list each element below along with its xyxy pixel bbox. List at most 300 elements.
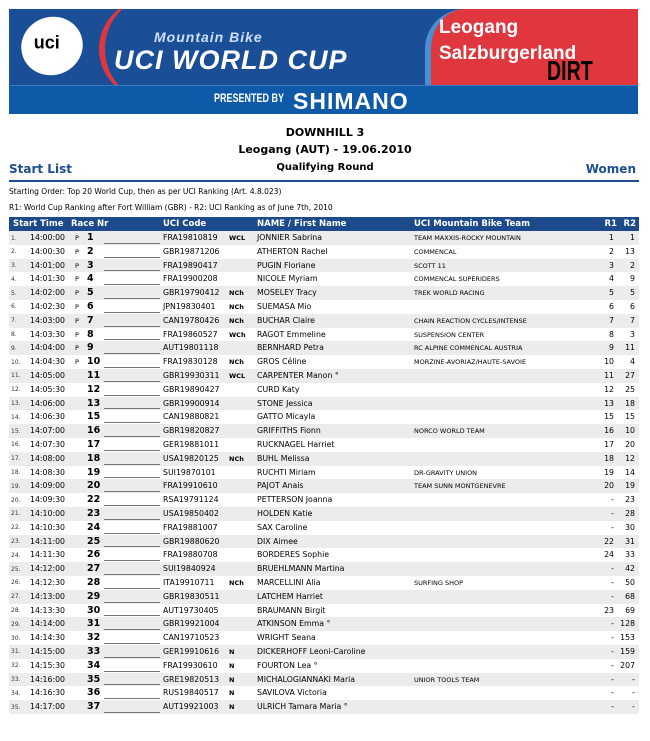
r1-rank: 23	[604, 605, 614, 615]
rider-name: RAGOT Emmeline	[257, 329, 326, 339]
uci-code: SUI19840924	[163, 564, 216, 574]
start-time: 14:14:00	[30, 619, 66, 629]
start-time: 14:09:30	[30, 495, 66, 505]
team-name: RC ALPINE COMMENCAL AUSTRIA	[414, 344, 523, 353]
uci-code: GBR19900914	[163, 398, 220, 408]
uci-code: FRA19830128	[163, 357, 218, 367]
time-entry-line	[104, 395, 160, 396]
table-header	[9, 217, 639, 231]
header-team: UCI Mountain Bike Team	[414, 219, 530, 229]
time-entry-line	[104, 519, 160, 520]
rider-name: BUHL Melissa	[257, 453, 310, 463]
race-number: 37	[87, 701, 101, 713]
uci-code: GBR19820827	[163, 426, 220, 436]
time-entry-line	[104, 588, 160, 589]
time-entry-line	[104, 560, 160, 561]
rider-name: FOURTON Lea °	[257, 660, 318, 670]
rider-name: SUEMASA Mio	[257, 301, 312, 311]
r1-rank: -	[611, 564, 614, 574]
rider-name: GROS Céline	[257, 357, 307, 367]
time-entry-line	[104, 408, 160, 409]
uci-code: GBR19830511	[163, 591, 220, 601]
r1-rank: -	[611, 619, 614, 629]
r2-rank: 159	[620, 646, 635, 656]
r1-rank: 16	[604, 426, 614, 436]
rider-name: JONNIER Sabrina	[257, 233, 322, 242]
r2-rank: 19	[625, 481, 635, 491]
table-row	[9, 300, 639, 314]
race-number: 19	[87, 466, 101, 478]
rider-name: PAJOT Anais	[257, 481, 304, 491]
time-entry-line	[104, 450, 160, 451]
time-entry-line	[104, 312, 160, 313]
rider-name: CARPENTER Manon °	[257, 370, 339, 380]
uci-code: FRA19930610	[163, 660, 218, 670]
row-index: 21.	[11, 510, 21, 518]
rider-name: NICOLE Myriam	[257, 274, 318, 284]
priority-flag: P	[75, 275, 79, 284]
row-index: 6.	[11, 303, 17, 311]
start-time: 14:11:30	[30, 550, 66, 560]
time-entry-line	[104, 284, 160, 285]
r2-rank: -	[632, 702, 635, 712]
rider-name: PETTERSON Joanna	[257, 495, 333, 505]
start-time: 14:12:30	[30, 577, 66, 587]
r2-rank: 207	[620, 660, 635, 670]
header-r1: R1	[604, 219, 617, 229]
time-entry-line	[104, 602, 160, 603]
r2-rank: 20	[625, 439, 635, 449]
rider-name: SAVILOVA Victoria	[257, 688, 327, 698]
table-row	[9, 286, 639, 300]
row-index: 28.	[11, 607, 21, 615]
r2-rank: 14	[625, 467, 635, 477]
title-flag: NCh	[229, 316, 244, 325]
divider	[9, 180, 639, 182]
team-name: COMMENCAL SUPERIDERS	[414, 275, 500, 284]
table-row	[9, 617, 639, 631]
start-time: 14:06:00	[30, 398, 66, 408]
uci-code: GBR19930311	[163, 370, 220, 380]
row-index: 2.	[11, 248, 17, 256]
table-row	[9, 535, 639, 549]
rider-name: MARCELLINI Alia	[257, 577, 321, 587]
row-index: 12.	[11, 386, 21, 394]
priority-flag: P	[75, 302, 79, 311]
r2-rank: 153	[620, 633, 635, 643]
race-number: 23	[87, 507, 101, 519]
time-entry-line	[104, 671, 160, 672]
race-number: 34	[87, 659, 101, 671]
uci-code: FRA19890417	[163, 260, 218, 270]
table-row	[9, 369, 639, 383]
time-entry-line	[104, 257, 160, 258]
race-number: 13	[87, 397, 101, 409]
header-r2: R2	[623, 219, 636, 229]
r2-rank: -	[632, 674, 635, 684]
table-row	[9, 397, 639, 411]
uci-code: FRA19880708	[163, 550, 218, 560]
start-time: 14:12:00	[30, 564, 66, 574]
time-entry-line	[104, 574, 160, 575]
title-flag: N	[229, 647, 235, 656]
uci-code: GER19910616	[163, 646, 220, 656]
race-number: 17	[87, 438, 101, 450]
header-uci-code: UCI Code	[163, 219, 207, 229]
r2-rank: 3	[630, 329, 635, 339]
race-number: 4	[87, 273, 94, 285]
row-index: 16.	[11, 441, 21, 449]
uci-code: ITA19910711	[163, 577, 215, 587]
start-time: 14:01:00	[30, 260, 66, 270]
time-entry-line	[104, 684, 160, 685]
time-entry-line	[104, 353, 160, 354]
start-time: 14:08:30	[30, 467, 66, 477]
start-time: 14:15:30	[30, 660, 66, 670]
race-number: 10	[87, 356, 101, 368]
banner-line2: UCI WORLD CUP	[114, 45, 348, 75]
row-index: 29.	[11, 620, 21, 628]
uci-code: GBR19921004	[163, 619, 220, 629]
race-number: 27	[87, 563, 101, 575]
priority-flag: P	[75, 358, 79, 367]
team-name: COMMENCAL	[414, 247, 457, 256]
race-number: 24	[87, 521, 101, 533]
team-name: DR-GRAVITY UNION	[414, 468, 478, 477]
time-entry-line	[104, 464, 160, 465]
r1-rank: 11	[604, 370, 614, 380]
r2-rank: 68	[625, 591, 635, 601]
uci-code: USA19850402	[163, 508, 219, 518]
table-row	[9, 355, 639, 369]
start-time: 14:00:00	[30, 233, 66, 242]
r2-rank: 23	[625, 495, 635, 505]
table-row	[9, 548, 639, 562]
title-flag: WCL	[229, 371, 246, 380]
dirt-logo: DIRT	[547, 55, 593, 86]
table-row	[9, 576, 639, 590]
time-entry-line	[104, 477, 160, 478]
note-rankings: R1: World Cup Ranking after Fort William (GBR) - R2: UCI Ranking as of June 7th, 2010	[9, 203, 333, 212]
start-time: 14:07:00	[30, 426, 66, 436]
start-time: 14:16:00	[30, 674, 66, 684]
title-flag: N	[229, 703, 235, 712]
r1-rank: 19	[604, 467, 614, 477]
table-row	[9, 314, 639, 328]
title-flag: N	[229, 661, 235, 670]
uci-code: FRA19910610	[163, 481, 218, 491]
row-index: 5.	[11, 289, 17, 297]
start-time: 14:16:30	[30, 688, 66, 698]
uci-code: GER19881011	[163, 439, 220, 449]
title-flag: NCh	[229, 302, 244, 311]
r1-rank: 4	[609, 274, 614, 284]
team-name: SURFING SHOP	[414, 578, 464, 587]
time-entry-line	[104, 436, 160, 437]
title-flag: NCh	[229, 358, 244, 367]
uci-code: AUT19801118	[163, 343, 219, 353]
row-index: 15.	[11, 427, 21, 435]
team-name: SCOTT 11	[414, 261, 446, 270]
rider-name: BRAUMANN Birgit	[257, 605, 326, 615]
r2-rank: 27	[625, 370, 635, 380]
start-time: 14:04:30	[30, 357, 66, 367]
race-number: 35	[87, 673, 101, 685]
row-index: 31.	[11, 648, 21, 656]
rider-name: RUCHTI Miriam	[257, 467, 316, 477]
table-row	[9, 231, 639, 245]
race-number: 20	[87, 480, 101, 492]
rider-name: STONE Jessica	[257, 398, 313, 408]
title-flag: NCh	[229, 578, 244, 587]
start-time: 14:15:00	[30, 646, 66, 656]
priority-flag: P	[75, 289, 79, 298]
row-index: 22.	[11, 524, 21, 532]
rider-name: DIX Aimee	[257, 536, 298, 546]
r2-rank: 15	[625, 412, 635, 422]
start-time: 14:10:30	[30, 522, 66, 532]
start-list-table	[9, 217, 639, 714]
start-time: 14:13:00	[30, 591, 66, 601]
priority-flag: P	[75, 247, 79, 256]
rider-name: DICKERHOFF Leoni-Caroline	[257, 646, 366, 656]
row-index: 9.	[11, 344, 17, 352]
table-row	[9, 466, 639, 480]
r2-rank: 1	[630, 233, 635, 242]
r1-rank: 8	[609, 329, 614, 339]
title-flag: NCh	[229, 454, 244, 463]
uci-code: GBR19871206	[163, 246, 220, 256]
r1-rank: -	[611, 495, 614, 505]
table-row	[9, 659, 639, 673]
banner-line1: Mountain Bike	[154, 29, 263, 45]
race-number: 26	[87, 549, 101, 561]
row-index: 4.	[11, 275, 17, 283]
time-entry-line	[104, 712, 160, 713]
uci-code: FRA19900208	[163, 274, 218, 284]
uci-code: CAN19880821	[163, 412, 220, 422]
table-row	[9, 604, 639, 618]
race-number: 18	[87, 452, 101, 464]
start-time: 14:05:00	[30, 370, 66, 380]
race-number: 32	[87, 632, 101, 644]
race-number: 12	[87, 383, 101, 395]
r2-rank: 18	[625, 398, 635, 408]
r1-rank: 18	[604, 453, 614, 463]
rider-name: HOLDEN Katie	[257, 508, 313, 518]
row-index: 19.	[11, 482, 21, 490]
time-entry-line	[104, 657, 160, 658]
row-index: 27.	[11, 593, 21, 601]
time-entry-line	[104, 367, 160, 368]
r2-rank: 28	[625, 508, 635, 518]
r2-rank: -	[632, 688, 635, 698]
time-entry-line	[104, 339, 160, 340]
rider-name: BERNHARD Petra	[257, 343, 324, 353]
rider-name: MOSELEY Tracy	[257, 288, 317, 298]
rider-name: LATCHEM Harriet	[257, 591, 323, 601]
race-number: 22	[87, 494, 101, 506]
rider-name: RUCKNAGEL Harriet	[257, 439, 335, 449]
r1-rank: 17	[604, 439, 614, 449]
race-number: 5	[87, 287, 94, 299]
start-time: 14:02:00	[30, 288, 66, 298]
time-entry-line	[104, 270, 160, 271]
r1-rank: 9	[609, 343, 614, 353]
row-index: 13.	[11, 400, 21, 408]
team-name: MORZINE-AVORIAZ/HAUTE-SAVOIE	[414, 358, 527, 367]
race-number: 31	[87, 618, 101, 630]
uci-code: FRA19860527	[163, 329, 218, 339]
race-number: 36	[87, 687, 101, 699]
row-index: 3.	[11, 262, 17, 270]
r1-rank: 3	[609, 260, 614, 270]
r2-rank: 9	[630, 274, 635, 284]
table-row	[9, 507, 639, 521]
row-index: 8.	[11, 331, 17, 339]
race-number: 16	[87, 425, 101, 437]
r1-rank: 7	[609, 315, 614, 325]
start-time: 14:03:30	[30, 329, 66, 339]
start-time: 14:07:30	[30, 439, 66, 449]
sponsor-logo: SHIMANO	[293, 88, 409, 114]
start-time: 14:13:30	[30, 605, 66, 615]
priority-flag: P	[75, 316, 79, 325]
r2-rank: 4	[630, 357, 635, 367]
row-index: 26.	[11, 579, 21, 587]
row-index: 1.	[11, 234, 17, 242]
team-name: TREK WORLD RACING	[414, 289, 485, 298]
title-flag: WCh	[229, 330, 246, 339]
rider-name: SAX Caroline	[257, 522, 308, 532]
race-number: 30	[87, 604, 101, 616]
uci-code: GBR19790412	[163, 288, 220, 298]
r2-rank: 42	[625, 564, 635, 574]
r2-rank: 128	[620, 619, 635, 629]
r2-rank: 5	[630, 288, 635, 298]
table-row	[9, 673, 639, 687]
uci-code: CAN19780426	[163, 315, 220, 325]
time-entry-line	[104, 505, 160, 506]
time-entry-line	[104, 298, 160, 299]
r2-rank: 10	[625, 426, 635, 436]
r1-rank: 20	[604, 481, 614, 491]
presented-by: PRESENTED BY	[214, 91, 285, 105]
uci-code: RUS19840517	[163, 688, 219, 698]
time-entry-line	[104, 381, 160, 382]
row-index: 20.	[11, 496, 21, 504]
r1-rank: -	[611, 646, 614, 656]
team-name: NORCO WORLD TEAM	[414, 427, 485, 436]
start-time: 14:17:00	[30, 702, 66, 712]
uci-code: SUI19870101	[163, 467, 216, 477]
header-race-nr: Race Nr	[71, 219, 109, 229]
rider-name: BRUEHLMANN Martina	[257, 564, 345, 574]
rider-name: PUGIN Floriane	[257, 260, 316, 270]
r1-rank: -	[611, 660, 614, 670]
row-index: 11.	[11, 372, 21, 380]
table-row	[9, 493, 639, 507]
r1-rank: -	[611, 591, 614, 601]
table-row	[9, 245, 639, 259]
race-number: 6	[87, 300, 94, 312]
r1-rank: -	[611, 702, 614, 712]
race-number: 15	[87, 411, 101, 423]
row-index: 17.	[11, 455, 21, 463]
table-row	[9, 328, 639, 342]
time-entry-line	[104, 326, 160, 327]
row-index: 23.	[11, 538, 21, 546]
start-time: 14:14:30	[30, 633, 66, 643]
priority-flag: P	[75, 330, 79, 339]
uci-logo	[13, 9, 91, 84]
team-name: TEAM SUNN MONTGENEVRE	[414, 482, 506, 491]
start-time: 14:04:00	[30, 343, 66, 353]
table-row	[9, 645, 639, 659]
table-row	[9, 272, 639, 286]
race-number: 7	[87, 314, 94, 326]
row-index: 10.	[11, 358, 21, 366]
start-time: 14:06:30	[30, 412, 66, 422]
row-index: 35.	[11, 703, 21, 711]
r2-rank: 25	[625, 384, 635, 394]
row-index: 25.	[11, 565, 21, 573]
rider-name: ULRICH Tamara Maria °	[257, 702, 348, 712]
row-index: 30.	[11, 634, 21, 642]
table-row	[9, 686, 639, 700]
race-number: 28	[87, 576, 101, 588]
rider-name: WRIGHT Seana	[257, 633, 316, 643]
r1-rank: -	[611, 522, 614, 532]
r2-rank: 11	[625, 343, 635, 353]
table-row	[9, 259, 639, 273]
uci-code: FRA19881007	[163, 522, 218, 532]
row-index: 33.	[11, 676, 21, 683]
table-row	[9, 424, 639, 438]
r1-rank: 5	[609, 288, 614, 298]
time-entry-line	[104, 422, 160, 423]
start-time: 14:00:30	[30, 246, 66, 256]
time-entry-line	[104, 546, 160, 547]
r1-rank: -	[611, 633, 614, 643]
row-index: 7.	[11, 317, 17, 325]
row-index: 18.	[11, 469, 21, 477]
table-row	[9, 700, 639, 714]
r2-rank: 50	[625, 577, 635, 587]
round-label: Qualifying Round	[276, 162, 374, 173]
table-body	[9, 231, 639, 714]
table-row	[9, 438, 639, 452]
note-starting-order: Starting Order: Top 20 World Cup, then as per UCI Ranking (Art. 4.8.023)	[9, 187, 282, 196]
table-row	[9, 383, 639, 397]
race-number: 29	[87, 590, 101, 602]
r2-rank: 6	[630, 301, 635, 311]
priority-flag: P	[75, 344, 79, 353]
r1-rank: 13	[604, 398, 614, 408]
time-entry-line	[104, 615, 160, 616]
rider-name: GRIFFITHS Fionn	[257, 426, 321, 436]
row-index: 32.	[11, 662, 21, 670]
rider-name: BUCHAR Claire	[257, 315, 315, 325]
table-row	[9, 341, 639, 355]
title-flag: N	[229, 675, 235, 684]
time-entry-line	[104, 243, 160, 244]
rider-name: GATTO Micayla	[257, 412, 316, 422]
r2-rank: 33	[625, 550, 635, 560]
row-index: 14.	[11, 413, 21, 421]
row-index: 34.	[11, 689, 21, 697]
uci-code: USA19820125	[163, 453, 219, 463]
